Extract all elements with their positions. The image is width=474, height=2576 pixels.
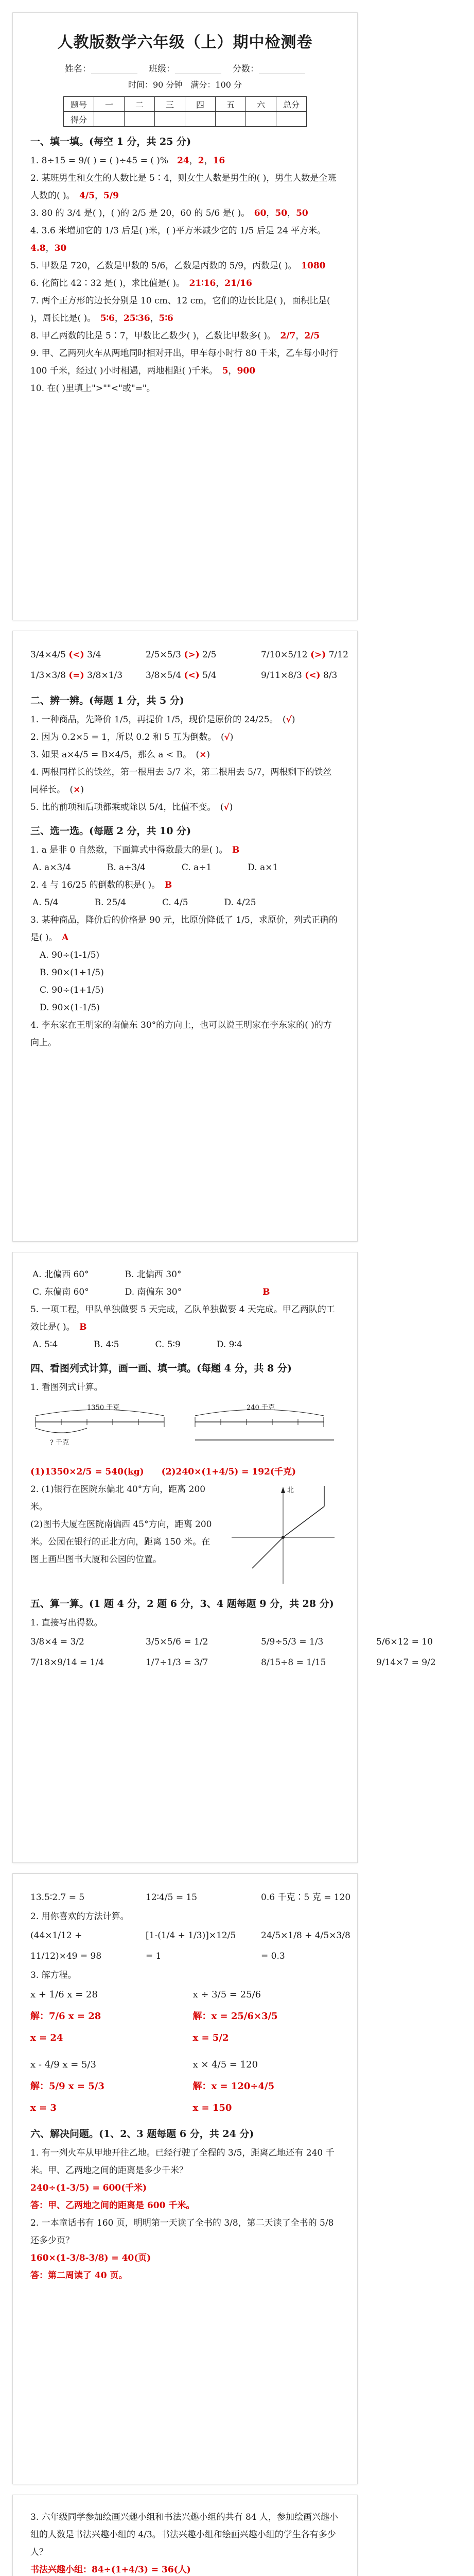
question-1-5: 5. 甲数是 720，乙数是甲数的 5/6，乙数是丙数的 5/9，丙数是( )。 1080 <box>30 261 326 271</box>
question-1-2: 2. 某班男生和女生的人数比是 5∶4，则女生人数是男生的( )，男生人数是全班人数的( )。 4/5，5/9 <box>30 173 337 201</box>
word-problem-3-step-1: 书法兴趣小组：84÷(1+4/3) = 36(人) <box>30 2565 191 2575</box>
section-5-title: 五、算一算。(1 题 4 分，2 题 6 分，3、4 题每题 9 分，共 28 分) <box>30 1598 334 1609</box>
direction-map <box>226 1481 340 1589</box>
diagram-answers: (1)1350×2/5 = 540(kg) (2)240×(1+4/5) = 192(千克) <box>30 1467 296 1477</box>
word-problem-2: 2. 一本童话书有 160 页，明明第一天读了全书的 3/8，第二天读了全书的 5/8 还多少页？ <box>30 2218 334 2246</box>
question-1-8: 8. 甲乙两数的比是 5∶7，甲数比乙数少( )，乙数比甲数多( )。 2/7，2/5 <box>30 331 320 341</box>
question-1-3: 3. 80 的 3/4 是( )，( )的 2/5 是 20，60 的 5/6 是( )。 60，50，50 <box>30 208 308 218</box>
svg-text:? 千克: ? 千克 <box>50 1439 69 1447</box>
choice-4-options-row-1: A. 北偏西 60° B. 北偏西 30° <box>32 1269 182 1280</box>
choice-5-options: A. 5∶4 B. 4∶5 C. 5∶9 D. 9∶4 <box>32 1340 242 1350</box>
compare-row-2: 1/3×3/8 (=) 3/8×1/3 3/8×5/4 (<) 5/4 9/11×8/3 (<) 8/3 <box>30 670 338 681</box>
equation-3: x - 4/9 x = 5/3 解：5/9 x = 5/3 x = 3 <box>30 2059 104 2113</box>
word-problem-3: 3. 六年级同学参加绘画兴趣小组和书法兴趣小组的共有 84 人，参加绘画兴趣小组的人数是书法兴趣小组的 4/3。书法兴趣小组和绘画兴趣小组的学生各有多少人？ <box>30 2512 339 2557</box>
judge-1: 1. 一种商品，先降价 1/5，再提价 1/5，现价是原价的 24/25。 (√) <box>30 715 295 725</box>
judge-2: 2. 因为 0.2×5 = 1，所以 0.2 和 5 互为倒数。 (√) <box>30 732 234 742</box>
score-table: 题号 一 二 三 四 五 六 总分 得分 <box>63 96 307 127</box>
choice-1: 1. a 是非 0 自然数，下面算式中得数最大的是( )。 B <box>30 845 240 855</box>
score-field[interactable]: 分数： <box>233 61 305 74</box>
svg-text:北: 北 <box>287 1486 294 1494</box>
equation-4: x × 4/5 = 120 解：x = 120÷4/5 x = 150 <box>192 2059 275 2113</box>
choice-4-options-row-2: C. 东偏南 60° D. 南偏东 30° B <box>32 1287 270 1297</box>
judge-5: 5. 比的前项和后项都乘或除以 5/4，比值不变。 (√) <box>30 802 233 812</box>
choice-2: 2. 4 与 16/25 的倒数的积是( )。 B <box>30 880 172 890</box>
segment-diagram-1 <box>30 1401 174 1458</box>
question-1-9: 9. 甲、乙两列火车从两地同时相对开出，甲车每小时行 80 千米，乙车每小时行 100 千米，经过( )小时相遇，两地相距( )千米。 5，900 <box>30 348 339 376</box>
choice-1-options: A. a×3/4 B. a÷3/4 C. a÷1 D. a×1 <box>32 862 278 873</box>
name-field[interactable]: 姓名： <box>65 61 137 74</box>
choice-4: 4. 李东家在王明家的南偏东 30°的方向上，也可以说王明家在李东家的( )的方向上。 <box>30 1020 332 1048</box>
choice-3-option-a: A. 90÷(1-1/5) <box>40 950 100 960</box>
calc-row: (44×1/12 + 11/12)×49 = 98 [1-(1/4 + 1/3)]×12/5 = 1 24/5×1/8 + 4/5×3/8 = 0.3 <box>30 1930 350 1961</box>
exam-page-5 <box>12 2495 358 2576</box>
word-problem-1-answer: 答：甲、乙两地之间的距离是 600 千米。 <box>30 2200 195 2211</box>
choice-3: 3. 某种商品，降价后的价格是 90 元，比原价降低了 1/5，求原价，列式正确的是( )。 A <box>30 915 338 943</box>
section-6-title: 六、解决问题。(1、2、3 题每题 6 分，共 24 分) <box>30 2128 254 2140</box>
choice-5: 5. 一项工程，甲队单独做要 5 天完成，乙队单独做要 4 天完成。甲乙两队的工效比是( )。 B <box>30 1304 335 1332</box>
section-2-title: 二、辨一辨。(每题 1 分，共 5 分) <box>30 695 184 706</box>
section-3-title: 三、选一选。(每题 2 分，共 10 分) <box>30 825 191 837</box>
question-1-10: 10. 在( )里填上">""<"或"="。 <box>30 383 155 394</box>
word-problem-1-calc: 240÷(1-3/5) = 600(千米) <box>30 2183 147 2193</box>
diagram-row <box>30 1401 340 1458</box>
direct-calc-row-1: 3/8×4 = 3/2 3/5×5/6 = 1/2 5/9÷5/3 = 1/3 5/6×12 = 10 <box>30 1637 433 1647</box>
judge-3: 3. 如果 a×4/5 = B×4/5，那么 a < B。 (×) <box>30 750 210 760</box>
exam-title: 人教版数学六年级（上）期中检测卷 <box>57 33 313 52</box>
segment-diagram-2 <box>190 1401 344 1458</box>
choice-3-option-b: B. 90×(1+1/5) <box>40 968 104 978</box>
judge-4: 4. 两根同样长的铁丝，第一根用去 5/7 米，第二根用去 5/7，两根剩下的铁丝同样长。 (×) <box>30 767 332 795</box>
exam-page-1 <box>12 12 358 620</box>
question-1-1: 1. 8÷15 = 9/( ) = ( )÷45 = ( )% 24，2，16 <box>30 156 225 166</box>
equation-2: x ÷ 3/5 = 25/6 解：x = 25/6×3/5 x = 5/2 <box>192 1989 278 2043</box>
ratio-row: 13.5∶2.7 = 5 12∶4/5 = 15 0.6 千克∶5 克 = 120 <box>30 1892 351 1903</box>
equation-label: 3. 解方程。 <box>30 1970 77 1980</box>
svg-text:240 千克: 240 千克 <box>247 1404 275 1412</box>
diagram-question: 1. 看图列式计算。 <box>30 1382 103 1393</box>
direct-calc-row-2: 7/18×9/14 = 1/4 1/7÷1/3 = 3/7 8/15÷8 = 1/15 9/14×7 = 9/2 <box>30 1657 436 1668</box>
section-1-title: 一、填一填。(每空 1 分，共 25 分) <box>30 136 191 147</box>
choice-3-option-c: C. 90÷(1+1/5) <box>40 985 104 995</box>
choice-3-option-d: D. 90×(1-1/5) <box>40 1003 100 1013</box>
time-info: 时间：90 分钟 满分：100 分 <box>128 80 242 90</box>
word-problem-2-calc: 160×(1-3/8-3/8) = 40(页) <box>30 2253 151 2263</box>
class-field[interactable]: 班级： <box>149 61 221 74</box>
compare-row-1: 3/4×4/5 (<) 3/4 2/5×5/3 (>) 2/5 7/10×5/12 (>) 7/12 <box>30 650 348 660</box>
student-info <box>30 61 340 74</box>
exam-page-4 <box>12 1873 358 2484</box>
word-problem-2-answer: 答：第二周读了 40 页。 <box>30 2270 128 2281</box>
word-problem-1: 1. 有一列火车从甲地开往乙地。已经行驶了全程的 3/5，距离乙地还有 240 千米。甲、乙两地之间的距离是多少千米？ <box>30 2148 335 2176</box>
svg-text:1350 千克: 1350 千克 <box>87 1404 120 1412</box>
choice-2-options: A. 5/4 B. 25/4 C. 4/5 D. 4/25 <box>32 897 256 908</box>
calc-label: 2. 用你喜欢的方法计算。 <box>30 1911 129 1922</box>
exam-page-2 <box>12 631 358 1242</box>
exam-page-3 <box>12 1252 436 1863</box>
section-4-title: 四、看图列式计算，画一画、填一填。(每题 4 分，共 8 分) <box>30 1363 292 1374</box>
question-1-6: 6. 化简比 42∶32 是( )，求比值是( )。 21∶16，21/16 <box>30 278 252 289</box>
question-1-4: 4. 3.6 米增加它的 1/3 后是( )米，( )平方米减少它的 1/5 后是 24 平方米。 4.8，30 <box>30 226 322 253</box>
map-question-2: (2)图书大厦在医院南偏西 45°方向，距离 200 米。公园在银行的正北方向，距离 150 米。在图上画出图书大厦和公园的位置。 <box>30 1519 212 1565</box>
equation-1: x + 1/6 x = 28 解：7/6 x = 28 x = 24 <box>30 1989 101 2043</box>
direct-calc-label: 1. 直接写出得数。 <box>30 1618 103 1628</box>
question-1-7: 7. 两个正方形的边长分别是 10 cm、12 cm，它们的边长比是( )，面积比是( )，周长比是( )。 5∶6，25∶36，5∶6 <box>30 296 330 324</box>
map-question-1: 2. (1)银行在医院东偏北 40°方向，距离 200 米。 <box>30 1484 206 1512</box>
